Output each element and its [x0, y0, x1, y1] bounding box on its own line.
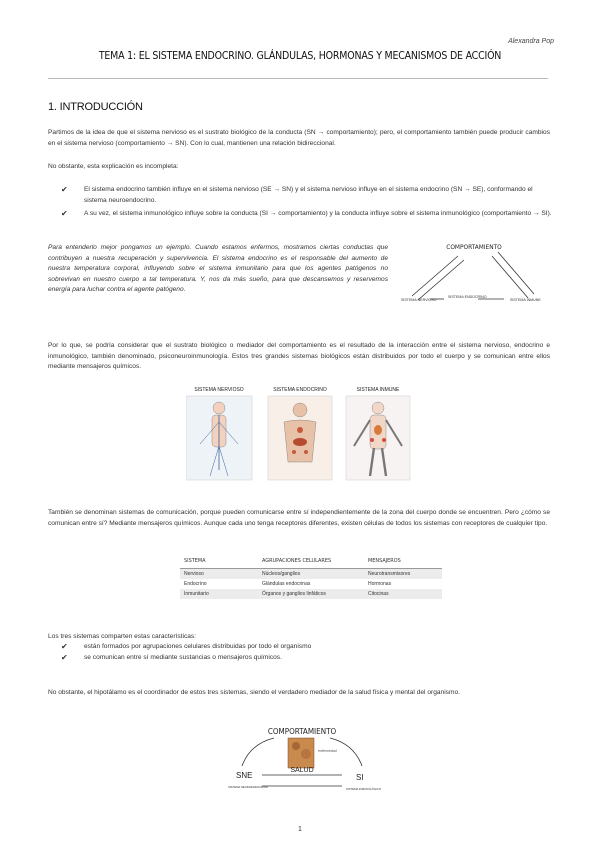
paragraph-psychoneuro: Por lo que, se podría considerar que el sustrato biológico o mediador del comportamiento es el resultado de la interacción entre el sistema nervioso, endocrino e inmunológico, también denominado, psiconeuroinmunología. Estos tres grandes sistemas biológicos están distribuidos por todo el cuerpo y se comunican entre ellos mediante mensajeros químicos. — [48, 342, 550, 370]
title-divider — [48, 78, 548, 79]
paragraph-shared: Los tres sistemas comparten estas características: — [48, 633, 197, 640]
body-systems-illustration — [186, 382, 414, 482]
paragraph-example: Para entenderlo mejor pongamos un ejemplo. Cuando estamos enfermos, mostramos ciertas conductas que contribuyen a nuestra recuperación y supervivencia. El sistema endocrino es el responsable del aumento de nuestra temperatura corporal, influyendo sobre el sistema inmunitario para que los agentes patógenos no sobrevivan en nuestro cuerpo a tal temperatura. Y, nos da más sueño, para que descansemos y reservemos energía para luchar contra el agente patógeno. — [48, 244, 388, 293]
bullet-item: ✔ A su vez, el sistema inmunológico influye sobre la conducta (SI → comportamiento) y la conducta influye sobre el sistema inmunológico (comportamiento → SI). — [61, 209, 552, 218]
checkmark-icon: ✔ — [61, 642, 68, 651]
diagram-note: enfermedad — [318, 749, 337, 753]
table-header: MENSAJEROS — [364, 556, 442, 569]
table-row: Nervioso Núcleos/ganglios Neurotransmisores — [180, 569, 442, 580]
table-header: SISTEMA — [180, 556, 258, 569]
checkmark-icon: ✔ — [61, 653, 68, 662]
paragraph-intro: Partimos de la idea de que el sistema nervioso es el sustrato biológico de la conducta (SN → comportamiento); pero, el comportamiento también puede producir cambios en el sistema nervioso (comportamiento → SN). Con lo cual, mantienen una relación bidireccional. — [48, 129, 550, 147]
arrow-line — [412, 256, 458, 296]
diagram-label-si: SI — [356, 773, 364, 782]
endocrine-system-panel — [268, 387, 332, 480]
paragraph-hypothalamus: No obstante, el hipotálamo es el coordinador de estos tres sistemas, siendo el verdadero mediador de la salud física y mental del organismo. — [48, 689, 460, 696]
paragraph-incomplete: No obstante, esta explicación es incompleta: — [48, 163, 179, 170]
page-number: 1 — [298, 826, 302, 833]
diagram-sub-sne: SISTEMA NEUROENDOCRINO — [228, 785, 269, 789]
diagram-label-endocrine: SISTEMA ENDOCRINO — [448, 295, 487, 299]
paragraph-communication: También se denominan sistemas de comunicación, porque pueden comunicarse entre sí independientemente de la zona del cuerpo donde se encuentren. Pero ¿cómo se comunican entre sí? Mediante mensajeros químicos. Aunque cada uno tenga receptores diferentes, existen células de todos los sistemas con receptores de cualquier tipo. — [48, 509, 550, 527]
diagram-label-nervous: SISTEMA NERVIOSO — [401, 298, 437, 302]
section-heading: 1. INTRODUCCIÓN — [48, 101, 143, 113]
table-row: Endocrino Glándulas endocrinas Hormonas — [184, 581, 392, 587]
arrow-line — [492, 256, 528, 298]
arrow-line — [498, 252, 534, 294]
diagram-label-health: SALUD — [290, 767, 314, 774]
bullet-item: ✔ se comunican entre sí mediante sustancias o mensajeros químicos. — [61, 653, 282, 662]
table-header: AGRUPACIONES CELULARES — [258, 556, 364, 569]
arrow-line — [418, 260, 464, 300]
checkmark-icon: ✔ — [61, 185, 68, 194]
immune-system-panel — [346, 387, 410, 480]
diagram-label-behavior: COMPORTAMIENTO — [267, 727, 337, 736]
diagram-label-sne: SNE — [236, 771, 253, 780]
panel-label-nervous: SISTEMA NERVIOSO — [194, 387, 244, 393]
document-title: TEMA 1: EL SISTEMA ENDOCRINO. GLÁNDULAS, HORMONAS Y MECANISMOS DE ACCIÓN — [98, 50, 502, 62]
diagram-sub-si: SISTEMA INMUNOLÓGICO — [346, 787, 382, 791]
bullet-item: ✔ El sistema endocrino también influye en el sistema nervioso (SE → SN) y el sistema nervioso influye en el sistema endocrino (SN → SE), conformando el sistema neuroendocrino. — [61, 185, 533, 204]
arrow-curve — [242, 738, 274, 766]
nervous-system-panel — [186, 387, 252, 480]
behavior-triangle-diagram — [396, 238, 552, 318]
checkmark-icon: ✔ — [61, 209, 68, 218]
diagram-label-behavior: COMPORTAMIENTO — [446, 243, 502, 251]
diagram-label-immune: SISTEMA INMUNE — [510, 298, 541, 302]
table-row: Inmunitario Órganos y ganglios linfáticos Citocinas — [180, 589, 442, 599]
bullet-item: ✔ están formados por agrupaciones celulares distribuidas por todo el organismo — [61, 642, 312, 651]
health-diagram — [222, 722, 382, 802]
author-name: Alexandra Pop — [508, 38, 554, 45]
systems-table — [180, 556, 442, 599]
panel-label-immune: SISTEMA INMUNE — [356, 387, 400, 393]
head-shape — [213, 402, 225, 414]
panel-label-endocrine: SISTEMA ENDOCRINO — [273, 387, 327, 393]
